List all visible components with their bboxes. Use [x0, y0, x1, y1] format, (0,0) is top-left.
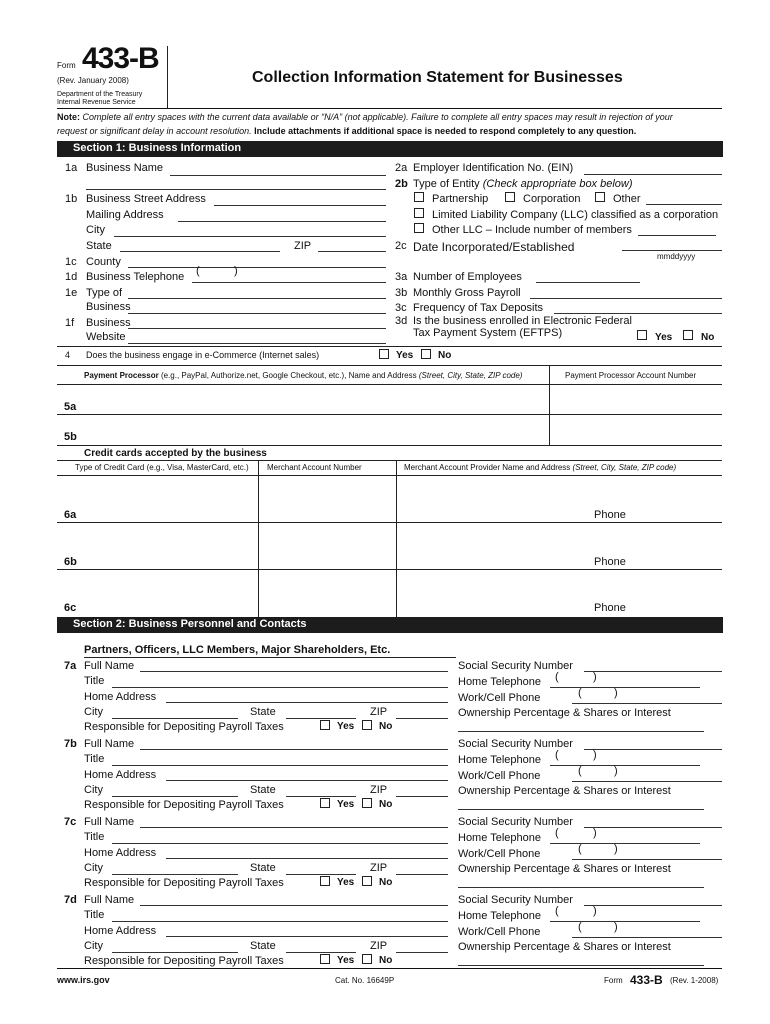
employees-label: Number of Employees [413, 271, 522, 283]
processor-column-header: Payment Processor (e.g., PayPal, Authorize.net, Google Checkout, etc.), Name and Address (Street, City, State, ZIP code) [84, 371, 523, 380]
ecommerce-yes-checkbox[interactable] [379, 349, 389, 359]
zip-field[interactable] [396, 952, 448, 953]
work-cell-field[interactable] [572, 937, 722, 938]
eftps-yes-label: Yes [655, 332, 673, 343]
footer-form-number: 433-B [630, 973, 663, 987]
phone-6c-label: Phone [594, 602, 626, 614]
ssn-label: Social Security Number [458, 660, 573, 672]
zip-label: ZIP [294, 240, 312, 252]
cc-provider-header: Merchant Account Provider Name and Address (Street, City, State, ZIP code) [404, 463, 677, 472]
title-label: Title [84, 675, 105, 687]
payroll-yes-checkbox[interactable] [320, 876, 330, 886]
zip-field[interactable] [396, 718, 448, 719]
city-label: City [84, 784, 103, 796]
other-entity-field[interactable] [646, 204, 722, 205]
work-area-open: ( [578, 843, 582, 855]
employees-field[interactable] [536, 282, 640, 283]
eftps-no-label: No [701, 332, 715, 343]
line-7a-num: 7a [64, 660, 77, 672]
business-name-field[interactable] [170, 175, 386, 176]
full-name-field[interactable] [140, 905, 448, 906]
processor-5a-name-field[interactable] [80, 386, 548, 414]
processor-account-header: Payment Processor Account Number [565, 371, 697, 380]
city-field[interactable] [112, 796, 238, 797]
home-telephone-label: Home Telephone [458, 676, 541, 688]
website-label-2: Website [86, 331, 126, 343]
department-line: Department of the Treasury [57, 91, 143, 98]
home-area-open: ( [555, 671, 559, 683]
cc-6b-provider-field[interactable] [398, 524, 722, 568]
cc-6a-type-field[interactable] [80, 477, 256, 521]
zip-field[interactable] [396, 796, 448, 797]
llc-corp-label: Limited Liability Company (LLC) classified as a corporation [432, 209, 719, 221]
business-street-label: Business Street Address [86, 193, 206, 205]
work-area-close: ) [614, 921, 618, 933]
title-label: Title [84, 909, 105, 921]
section-1-header: Section 1: Business Information [57, 141, 723, 157]
processor-5b-name-field[interactable] [80, 416, 548, 444]
personnel-subtitle: Partners, Officers, LLC Members, Major Shareholders, Etc. [84, 644, 391, 656]
business-street-field[interactable] [214, 205, 386, 206]
home-telephone-label: Home Telephone [458, 832, 541, 844]
date-incorporated-label: Date Incorporated/Established [413, 240, 575, 254]
ssn-field[interactable] [584, 671, 722, 672]
footer-rule [57, 968, 722, 969]
date-format-hint: mmddyyyy [657, 252, 696, 261]
ecommerce-label: Does the business engage in e-Commerce (Internet sales) [86, 350, 320, 360]
ecommerce-no-checkbox[interactable] [421, 349, 431, 359]
business-telephone-label: Business Telephone [86, 271, 185, 283]
home-telephone-field[interactable] [550, 921, 700, 922]
work-cell-label: Work/Cell Phone [458, 926, 541, 938]
home-address-label: Home Address [84, 691, 157, 703]
county-field[interactable] [128, 267, 386, 268]
work-area-close: ) [614, 843, 618, 855]
work-area-open: ( [578, 765, 582, 777]
payroll-responsible-label: Responsible for Depositing Payroll Taxes [84, 799, 284, 811]
title-field[interactable] [112, 843, 448, 844]
line-4-num: 4 [65, 350, 71, 360]
payroll-responsible-label: Responsible for Depositing Payroll Taxes [84, 721, 284, 733]
payroll-yes-label: Yes [337, 955, 355, 966]
payroll-no-label: No [379, 877, 393, 888]
work-area-close: ) [614, 687, 618, 699]
full-name-label: Full Name [84, 660, 135, 672]
home-area-close: ) [593, 749, 597, 761]
payroll-responsible-label: Responsible for Depositing Payroll Taxes [84, 955, 284, 967]
footer-form-revision: (Rev. 1-2008) [670, 976, 719, 985]
line-5b-num: 5b [64, 431, 77, 443]
ownership-field[interactable] [458, 731, 704, 732]
cc-6b-account-field[interactable] [260, 524, 394, 568]
cc-divider-1 [258, 460, 259, 618]
ssn-field[interactable] [584, 905, 722, 906]
zip-field[interactable] [318, 251, 386, 252]
note-line-1: Note: Complete all entry spaces with the current data available or “N/A” (not applicable). Failure to complete all entry spaces may result in rejection of your [57, 112, 673, 122]
payroll-yes-label: Yes [337, 799, 355, 810]
state-field[interactable] [286, 952, 356, 953]
form-number: 433-B [82, 42, 159, 75]
tax-deposit-frequency-field[interactable] [554, 313, 722, 314]
home-area-open: ( [555, 905, 559, 917]
state-label: State [250, 706, 276, 718]
rule-before-4 [57, 346, 722, 347]
city-label: City [84, 706, 103, 718]
full-name-label: Full Name [84, 738, 135, 750]
title-label: Title [84, 831, 105, 843]
cc-row-rule-2 [57, 569, 722, 570]
payroll-responsible-label: Responsible for Depositing Payroll Taxes [84, 877, 284, 889]
type-of-business-label-2: Business [86, 301, 131, 313]
state-field[interactable] [286, 874, 356, 875]
ssn-label: Social Security Number [458, 816, 573, 828]
footer-form-label: Form [604, 976, 623, 985]
home-address-label: Home Address [84, 769, 157, 781]
home-telephone-label: Home Telephone [458, 754, 541, 766]
form-label: Form [57, 61, 76, 70]
ownership-field[interactable] [458, 965, 704, 966]
processor-column-divider [549, 365, 550, 445]
home-address-label: Home Address [84, 925, 157, 937]
other-llc-checkbox[interactable] [414, 223, 424, 233]
ssn-field[interactable] [584, 749, 722, 750]
line-1d-num: 1d [65, 271, 78, 283]
ssn-label: Social Security Number [458, 894, 573, 906]
full-name-field[interactable] [140, 671, 448, 672]
business-telephone-field[interactable] [192, 282, 386, 283]
corporation-label: Corporation [523, 193, 581, 205]
full-name-field[interactable] [140, 827, 448, 828]
phone-6b-label: Phone [594, 556, 626, 568]
payroll-yes-label: Yes [337, 721, 355, 732]
ein-label: Employer Identification No. (EIN) [413, 162, 574, 174]
payroll-no-label: No [379, 799, 393, 810]
home-area-close: ) [593, 827, 597, 839]
home-telephone-field[interactable] [550, 765, 700, 766]
payroll-no-checkbox[interactable] [362, 876, 372, 886]
line-3b-num: 3b [395, 287, 408, 299]
ownership-field[interactable] [458, 887, 704, 888]
business-name-label: Business Name [86, 162, 164, 174]
home-address-field[interactable] [166, 858, 448, 859]
personnel-subtitle-rule [84, 657, 456, 658]
city-field[interactable] [112, 952, 238, 953]
other-entity-checkbox[interactable] [595, 192, 605, 202]
ssn-field[interactable] [584, 827, 722, 828]
line-3c-num: 3c [395, 302, 407, 314]
processor-5a-account-field[interactable] [551, 386, 721, 414]
llc-corp-checkbox[interactable] [414, 208, 424, 218]
payroll-no-label: No [379, 721, 393, 732]
partnership-checkbox[interactable] [414, 192, 424, 202]
line-2b-num: 2b [395, 178, 408, 190]
work-area-open: ( [578, 687, 582, 699]
section-2-header: Section 2: Business Personnel and Contacts [57, 617, 723, 633]
processor-table-top [57, 365, 722, 366]
city-field[interactable] [112, 874, 238, 875]
processor-row-rule [57, 414, 722, 415]
processor-header-rule [57, 384, 722, 385]
state-label: State [250, 862, 276, 874]
home-address-label: Home Address [84, 847, 157, 859]
state-field[interactable] [120, 251, 280, 252]
type-of-business-label: Type of [86, 287, 123, 299]
city-field[interactable] [112, 718, 238, 719]
cc-6a-account-field[interactable] [260, 477, 394, 521]
line-1b-num: 1b [65, 193, 78, 205]
cc-divider-2 [396, 460, 397, 618]
payroll-no-label: No [379, 955, 393, 966]
zip-field[interactable] [396, 874, 448, 875]
area-code-close: ) [234, 265, 238, 277]
catalog-number: Cat. No. 16649P [335, 976, 395, 985]
area-code-open: ( [196, 265, 200, 277]
city-label: City [84, 940, 103, 952]
entity-type-label: Type of Entity (Check appropriate box below) [413, 178, 633, 190]
monthly-payroll-label: Monthly Gross Payroll [413, 287, 521, 299]
title-label: Title [84, 753, 105, 765]
title-field[interactable] [112, 687, 448, 688]
header-rule [57, 108, 722, 109]
cc-6c-account-field[interactable] [260, 571, 394, 615]
credit-cards-title: Credit cards accepted by the business [84, 448, 267, 459]
work-cell-label: Work/Cell Phone [458, 848, 541, 860]
line-7c-num: 7c [64, 816, 77, 828]
county-label: County [86, 256, 121, 268]
website-label: Business [86, 317, 131, 329]
payroll-no-checkbox[interactable] [362, 720, 372, 730]
cc-6b-type-field[interactable] [80, 524, 256, 568]
ecommerce-yes-label: Yes [396, 350, 414, 361]
work-area-open: ( [578, 921, 582, 933]
ownership-label: Ownership Percentage & Shares or Interest [458, 941, 671, 953]
irs-website[interactable]: www.irs.gov [57, 975, 110, 985]
line-1f-num: 1f [65, 317, 75, 329]
zip-label: ZIP [370, 940, 388, 952]
home-telephone-field[interactable] [550, 687, 700, 688]
line-2a-num: 2a [395, 162, 408, 174]
line-6c-num: 6c [64, 602, 77, 614]
line-5a-num: 5a [64, 401, 77, 413]
cc-table-top [57, 460, 722, 461]
ownership-field[interactable] [458, 809, 704, 810]
tax-deposit-frequency-label: Frequency of Tax Deposits [413, 302, 544, 314]
payroll-yes-checkbox[interactable] [320, 720, 330, 730]
type-of-business-field-2[interactable] [128, 313, 386, 314]
full-name-label: Full Name [84, 816, 135, 828]
line-3d-num: 3d [395, 315, 408, 327]
date-incorporated-field[interactable] [622, 250, 722, 251]
work-cell-label: Work/Cell Phone [458, 692, 541, 704]
home-telephone-label: Home Telephone [458, 910, 541, 922]
payroll-no-checkbox[interactable] [362, 954, 372, 964]
state-label: State [250, 784, 276, 796]
ssn-label: Social Security Number [458, 738, 573, 750]
eftps-no-checkbox[interactable] [683, 330, 693, 340]
home-area-open: ( [555, 749, 559, 761]
eftps-yes-checkbox[interactable] [637, 330, 647, 340]
header-divider [167, 46, 168, 108]
website-field[interactable] [128, 328, 386, 329]
line-1e-num: 1e [65, 287, 78, 299]
title-field[interactable] [112, 765, 448, 766]
work-cell-label: Work/Cell Phone [458, 770, 541, 782]
cc-row-rule-1 [57, 522, 722, 523]
partnership-label: Partnership [432, 193, 489, 205]
home-address-field[interactable] [166, 936, 448, 937]
home-area-close: ) [593, 671, 597, 683]
ecommerce-no-label: No [438, 350, 452, 361]
processor-5b-account-field[interactable] [551, 416, 721, 444]
payroll-no-checkbox[interactable] [362, 798, 372, 808]
ownership-label: Ownership Percentage & Shares or Interest [458, 707, 671, 719]
line-3a-num: 3a [395, 271, 408, 283]
website-field-2[interactable] [128, 343, 386, 344]
home-address-field[interactable] [166, 780, 448, 781]
line-7b-num: 7b [64, 738, 77, 750]
state-field[interactable] [286, 796, 356, 797]
monthly-payroll-field[interactable] [530, 298, 722, 299]
zip-label: ZIP [370, 706, 388, 718]
llc-members-field[interactable] [638, 235, 716, 236]
zip-label: ZIP [370, 862, 388, 874]
other-llc-label: Other LLC – Include number of members [432, 224, 632, 236]
cc-merchant-account-header: Merchant Account Number [267, 463, 362, 472]
note-line-2: request or significant delay in account resolution. Include attachments if additional space is needed to respond completely to any question. [57, 126, 637, 136]
work-area-close: ) [614, 765, 618, 777]
ownership-label: Ownership Percentage & Shares or Interest [458, 863, 671, 875]
cc-header-rule [57, 475, 722, 476]
zip-label: ZIP [370, 784, 388, 796]
home-address-field[interactable] [166, 702, 448, 703]
line-6b-num: 6b [64, 556, 77, 568]
eftps-label: Is the business enrolled in Electronic Federal [413, 315, 632, 327]
payroll-yes-checkbox[interactable] [320, 954, 330, 964]
eftps-label-2: Tax Payment System (EFTPS) [413, 327, 563, 339]
city-label: City [86, 224, 105, 236]
line-1a-num: 1a [65, 162, 78, 174]
cc-type-header: Type of Credit Card (e.g., Visa, MasterCard, etc.) [75, 463, 249, 472]
processor-table-bottom [57, 445, 722, 446]
home-telephone-field[interactable] [550, 843, 700, 844]
line-6a-num: 6a [64, 509, 77, 521]
city-label: City [84, 862, 103, 874]
mailing-address-label: Mailing Address [86, 209, 164, 221]
state-label: State [250, 940, 276, 952]
form-revision: (Rev. January 2008) [57, 76, 129, 85]
ein-field[interactable] [584, 174, 722, 175]
mailing-address-field[interactable] [178, 221, 386, 222]
state-field[interactable] [286, 718, 356, 719]
full-name-label: Full Name [84, 894, 135, 906]
title-field[interactable] [112, 921, 448, 922]
work-cell-field[interactable] [572, 781, 722, 782]
work-cell-field[interactable] [572, 703, 722, 704]
home-area-open: ( [555, 827, 559, 839]
corporation-checkbox[interactable] [505, 192, 515, 202]
ownership-label: Ownership Percentage & Shares or Interest [458, 785, 671, 797]
work-cell-field[interactable] [572, 859, 722, 860]
business-name-field-2[interactable] [86, 189, 386, 190]
other-entity-label: Other [613, 193, 641, 205]
line-7d-num: 7d [64, 894, 77, 906]
city-field[interactable] [114, 236, 386, 237]
type-of-business-field[interactable] [128, 298, 386, 299]
full-name-field[interactable] [140, 749, 448, 750]
cc-6c-provider-field[interactable] [398, 571, 722, 615]
agency-line: Internal Revenue Service [57, 99, 136, 106]
page-title: Collection Information Statement for Businesses [252, 69, 623, 86]
line-2c-num: 2c [395, 240, 407, 252]
cc-6a-provider-field[interactable] [398, 477, 722, 521]
line-1c-num: 1c [65, 256, 77, 268]
home-area-close: ) [593, 905, 597, 917]
phone-6a-label: Phone [594, 509, 626, 521]
cc-6c-type-field[interactable] [80, 571, 256, 615]
payroll-yes-label: Yes [337, 877, 355, 888]
payroll-yes-checkbox[interactable] [320, 798, 330, 808]
state-label: State [86, 240, 112, 252]
